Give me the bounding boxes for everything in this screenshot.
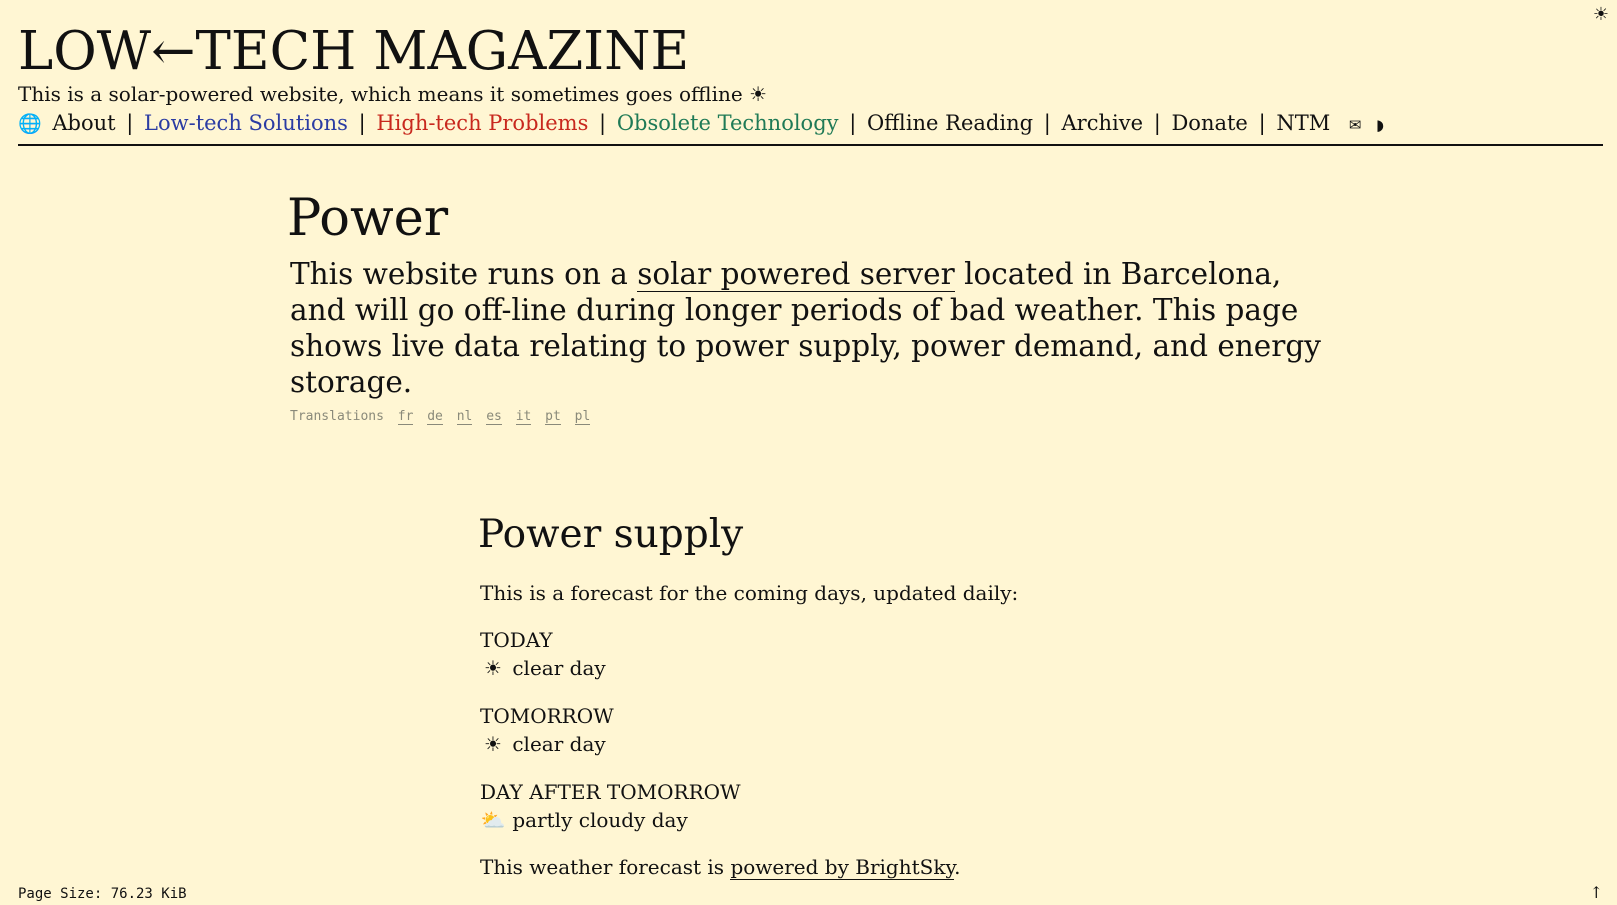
translation-pl[interactable]: pl bbox=[574, 409, 591, 424]
solar-powered-server-link[interactable]: solar powered server bbox=[637, 257, 955, 291]
page-intro bbox=[290, 256, 1340, 400]
nav-separator: | bbox=[849, 111, 857, 135]
translations-label: Translations bbox=[290, 409, 384, 424]
nav-donate[interactable]: Donate bbox=[1171, 111, 1248, 135]
main-nav bbox=[18, 108, 1603, 140]
site-title[interactable]: LOW←TECH MAGAZINE bbox=[18, 21, 690, 82]
rss-icon[interactable]: ◗ bbox=[1376, 116, 1385, 134]
forecast-lead: This is a forecast for the coming days, updated daily: bbox=[480, 581, 1019, 605]
forecast-today bbox=[480, 626, 1178, 682]
sun-icon: ☀ bbox=[484, 656, 502, 680]
nav-obsolete-technology[interactable]: Obsolete Technology bbox=[616, 111, 839, 135]
nav-separator: | bbox=[1043, 111, 1051, 135]
forecast-day-label: TOMORROW bbox=[480, 704, 614, 728]
site-tagline bbox=[18, 82, 1603, 106]
nav-separator: | bbox=[1258, 111, 1266, 135]
forecast-condition: clear day bbox=[512, 732, 606, 756]
intro-text-before: This website runs on a bbox=[290, 257, 638, 291]
nav-separator: | bbox=[126, 111, 134, 135]
nav-separator: | bbox=[358, 111, 366, 135]
translation-de[interactable]: de bbox=[427, 409, 443, 424]
power-supply-section bbox=[478, 510, 1178, 900]
site-header bbox=[18, 22, 1603, 140]
intro-text-after: located in Barcelona, and will go off-line during longer periods of bad weather. This page shows live data relating to power supply, power demand, and energy storage. bbox=[290, 257, 1321, 399]
nav-high-tech-problems[interactable]: High-tech Problems bbox=[376, 111, 589, 135]
nav-low-tech-solutions[interactable]: Low-tech Solutions bbox=[144, 111, 348, 135]
translations bbox=[290, 409, 590, 424]
translation-nl[interactable]: nl bbox=[456, 409, 473, 424]
back-to-top-arrow-icon[interactable]: ↑ bbox=[1589, 883, 1603, 902]
translation-es[interactable]: es bbox=[486, 409, 502, 424]
brightsky-link[interactable]: powered by BrightSky bbox=[730, 855, 955, 879]
translation-it[interactable]: it bbox=[515, 409, 532, 424]
forecast-day-after-tomorrow bbox=[480, 778, 1178, 834]
sun-icon: ☀ bbox=[749, 82, 768, 106]
partly-cloudy-icon: ⛅ bbox=[480, 808, 506, 832]
theme-toggle-sun-icon[interactable]: ☀ bbox=[1592, 4, 1609, 25]
forecast-condition: partly cloudy day bbox=[512, 808, 688, 832]
forecast-credit bbox=[480, 854, 1178, 880]
translation-pt[interactable]: pt bbox=[545, 409, 561, 424]
credit-text-before: This weather forecast is bbox=[480, 855, 731, 879]
forecast-day-label: DAY AFTER TOMORROW bbox=[480, 780, 741, 804]
sun-icon: ☀ bbox=[484, 732, 502, 756]
nav-offline-reading[interactable]: Offline Reading bbox=[866, 111, 1034, 135]
page-size-indicator: Page Size: 76.23 KiB bbox=[18, 886, 187, 902]
forecast-tomorrow bbox=[480, 702, 1178, 758]
nav-ntm[interactable]: NTM bbox=[1276, 111, 1331, 135]
nav-archive[interactable]: Archive bbox=[1061, 111, 1144, 135]
mail-icon[interactable]: ✉ bbox=[1348, 116, 1362, 134]
credit-text-after: . bbox=[954, 855, 961, 879]
globe-icon[interactable]: 🌐 bbox=[18, 113, 42, 135]
forecast-condition: clear day bbox=[512, 656, 606, 680]
nav-separator: | bbox=[1153, 111, 1161, 135]
forecast-day-label: TODAY bbox=[480, 628, 553, 652]
header-divider bbox=[18, 144, 1603, 146]
tagline-text: This is a solar-powered website, which means it sometimes goes offline bbox=[18, 82, 743, 106]
page-title: Power bbox=[287, 189, 449, 248]
nav-about[interactable]: About bbox=[52, 111, 116, 135]
power-supply-heading: Power supply bbox=[478, 512, 744, 557]
translation-fr[interactable]: fr bbox=[397, 409, 414, 424]
nav-separator: | bbox=[599, 111, 607, 135]
